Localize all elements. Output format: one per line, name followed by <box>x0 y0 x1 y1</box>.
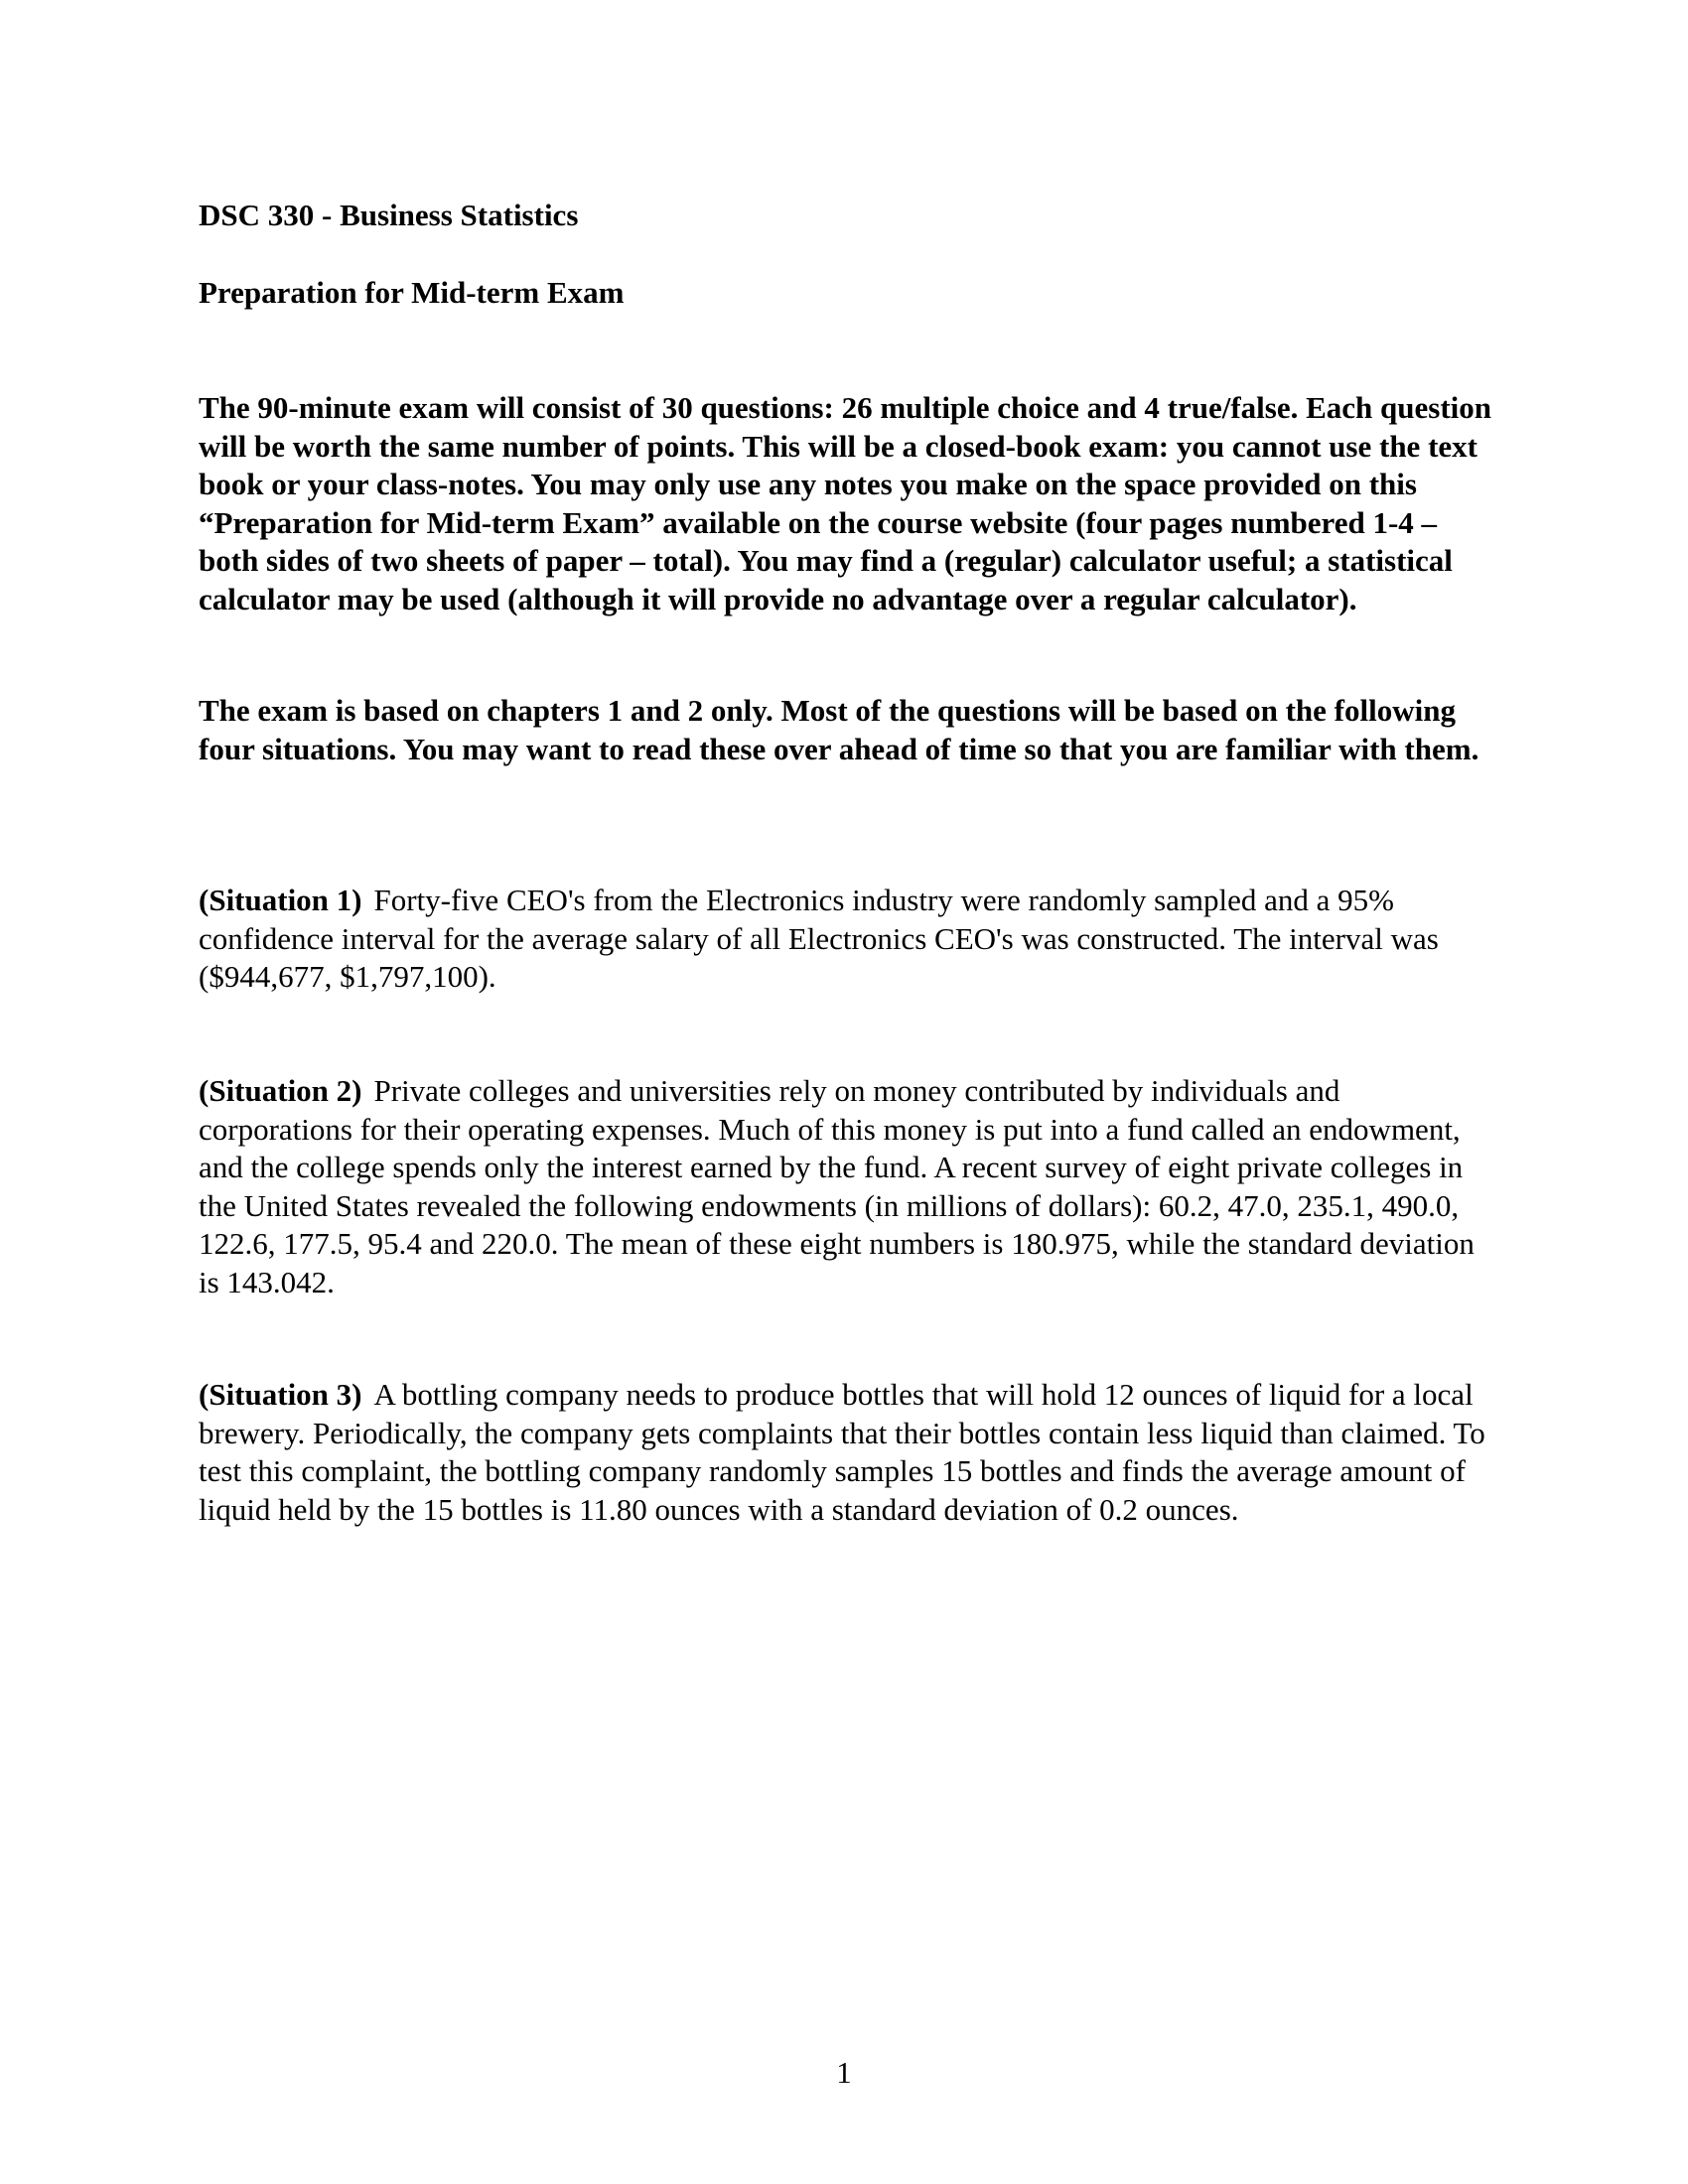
situation-1 <box>199 882 1499 997</box>
course-title: DSC 330 - Business Statistics <box>199 198 579 232</box>
exam-instructions-paragraph: The 90-minute exam will consist of 30 questions: 26 multiple choice and 4 true/false. Each question will be worth the same number of points. This will be a closed-book exam: you cannot use the text book or your class-notes. You may only use any notes you make on the space provided on this “Preparation for Mid-term Exam” available on the course website (four pages numbered 1-4 – both sides of two sheets of paper – total). You may find a (regular) calculator useful; a statistical calculator may be used (although it will provide no advantage over a regular calculator). <box>199 390 1492 616</box>
situation-1-label: (Situation 1) <box>199 883 362 917</box>
situation-1-text: Forty-five CEO's from the Electronics industry were randomly sampled and a 95% confidence interval for the average salary of all Electronics CEO's was constructed. The interval was ($944,677, $1,797,100). <box>199 883 1439 994</box>
situation-2 <box>199 1072 1499 1301</box>
situation-2-label: (Situation 2) <box>199 1073 362 1108</box>
chapters-paragraph: The exam is based on chapters 1 and 2 only. Most of the questions will be based on the following four situations. You may want to read these over ahead of time so that you are familiar with them. <box>199 693 1479 766</box>
page-number: 1 <box>836 2055 852 2090</box>
situation-3-text: A bottling company needs to produce bottles that will hold 12 ounces of liquid for a local brewery. Periodically, the company gets complaints that their bottles contain less liquid than claimed. To test this complaint, the bottling company randomly samples 15 bottles and finds the average amount of liquid held by the 15 bottles is 11.80 ounces with a standard deviation of 0.2 ounces. <box>199 1377 1485 1527</box>
document-title: Preparation for Mid-term Exam <box>199 275 625 310</box>
situation-3-label: (Situation 3) <box>199 1377 362 1412</box>
situation-2-text: Private colleges and universities rely on money contributed by individuals and corporations for their operating expenses. Much of this money is put into a fund called an endowment, and the college spends only the interest earned by the fund. A recent survey of eight private colleges in the United States revealed the following endowments (in millions of dollars): 60.2, 47.0, 235.1, 490.0, 122.6, 177.5, 95.4 and 220.0. The mean of these eight numbers is 180.975, while the standard deviation is 143.042. <box>199 1073 1475 1299</box>
situation-3 <box>199 1376 1499 1529</box>
